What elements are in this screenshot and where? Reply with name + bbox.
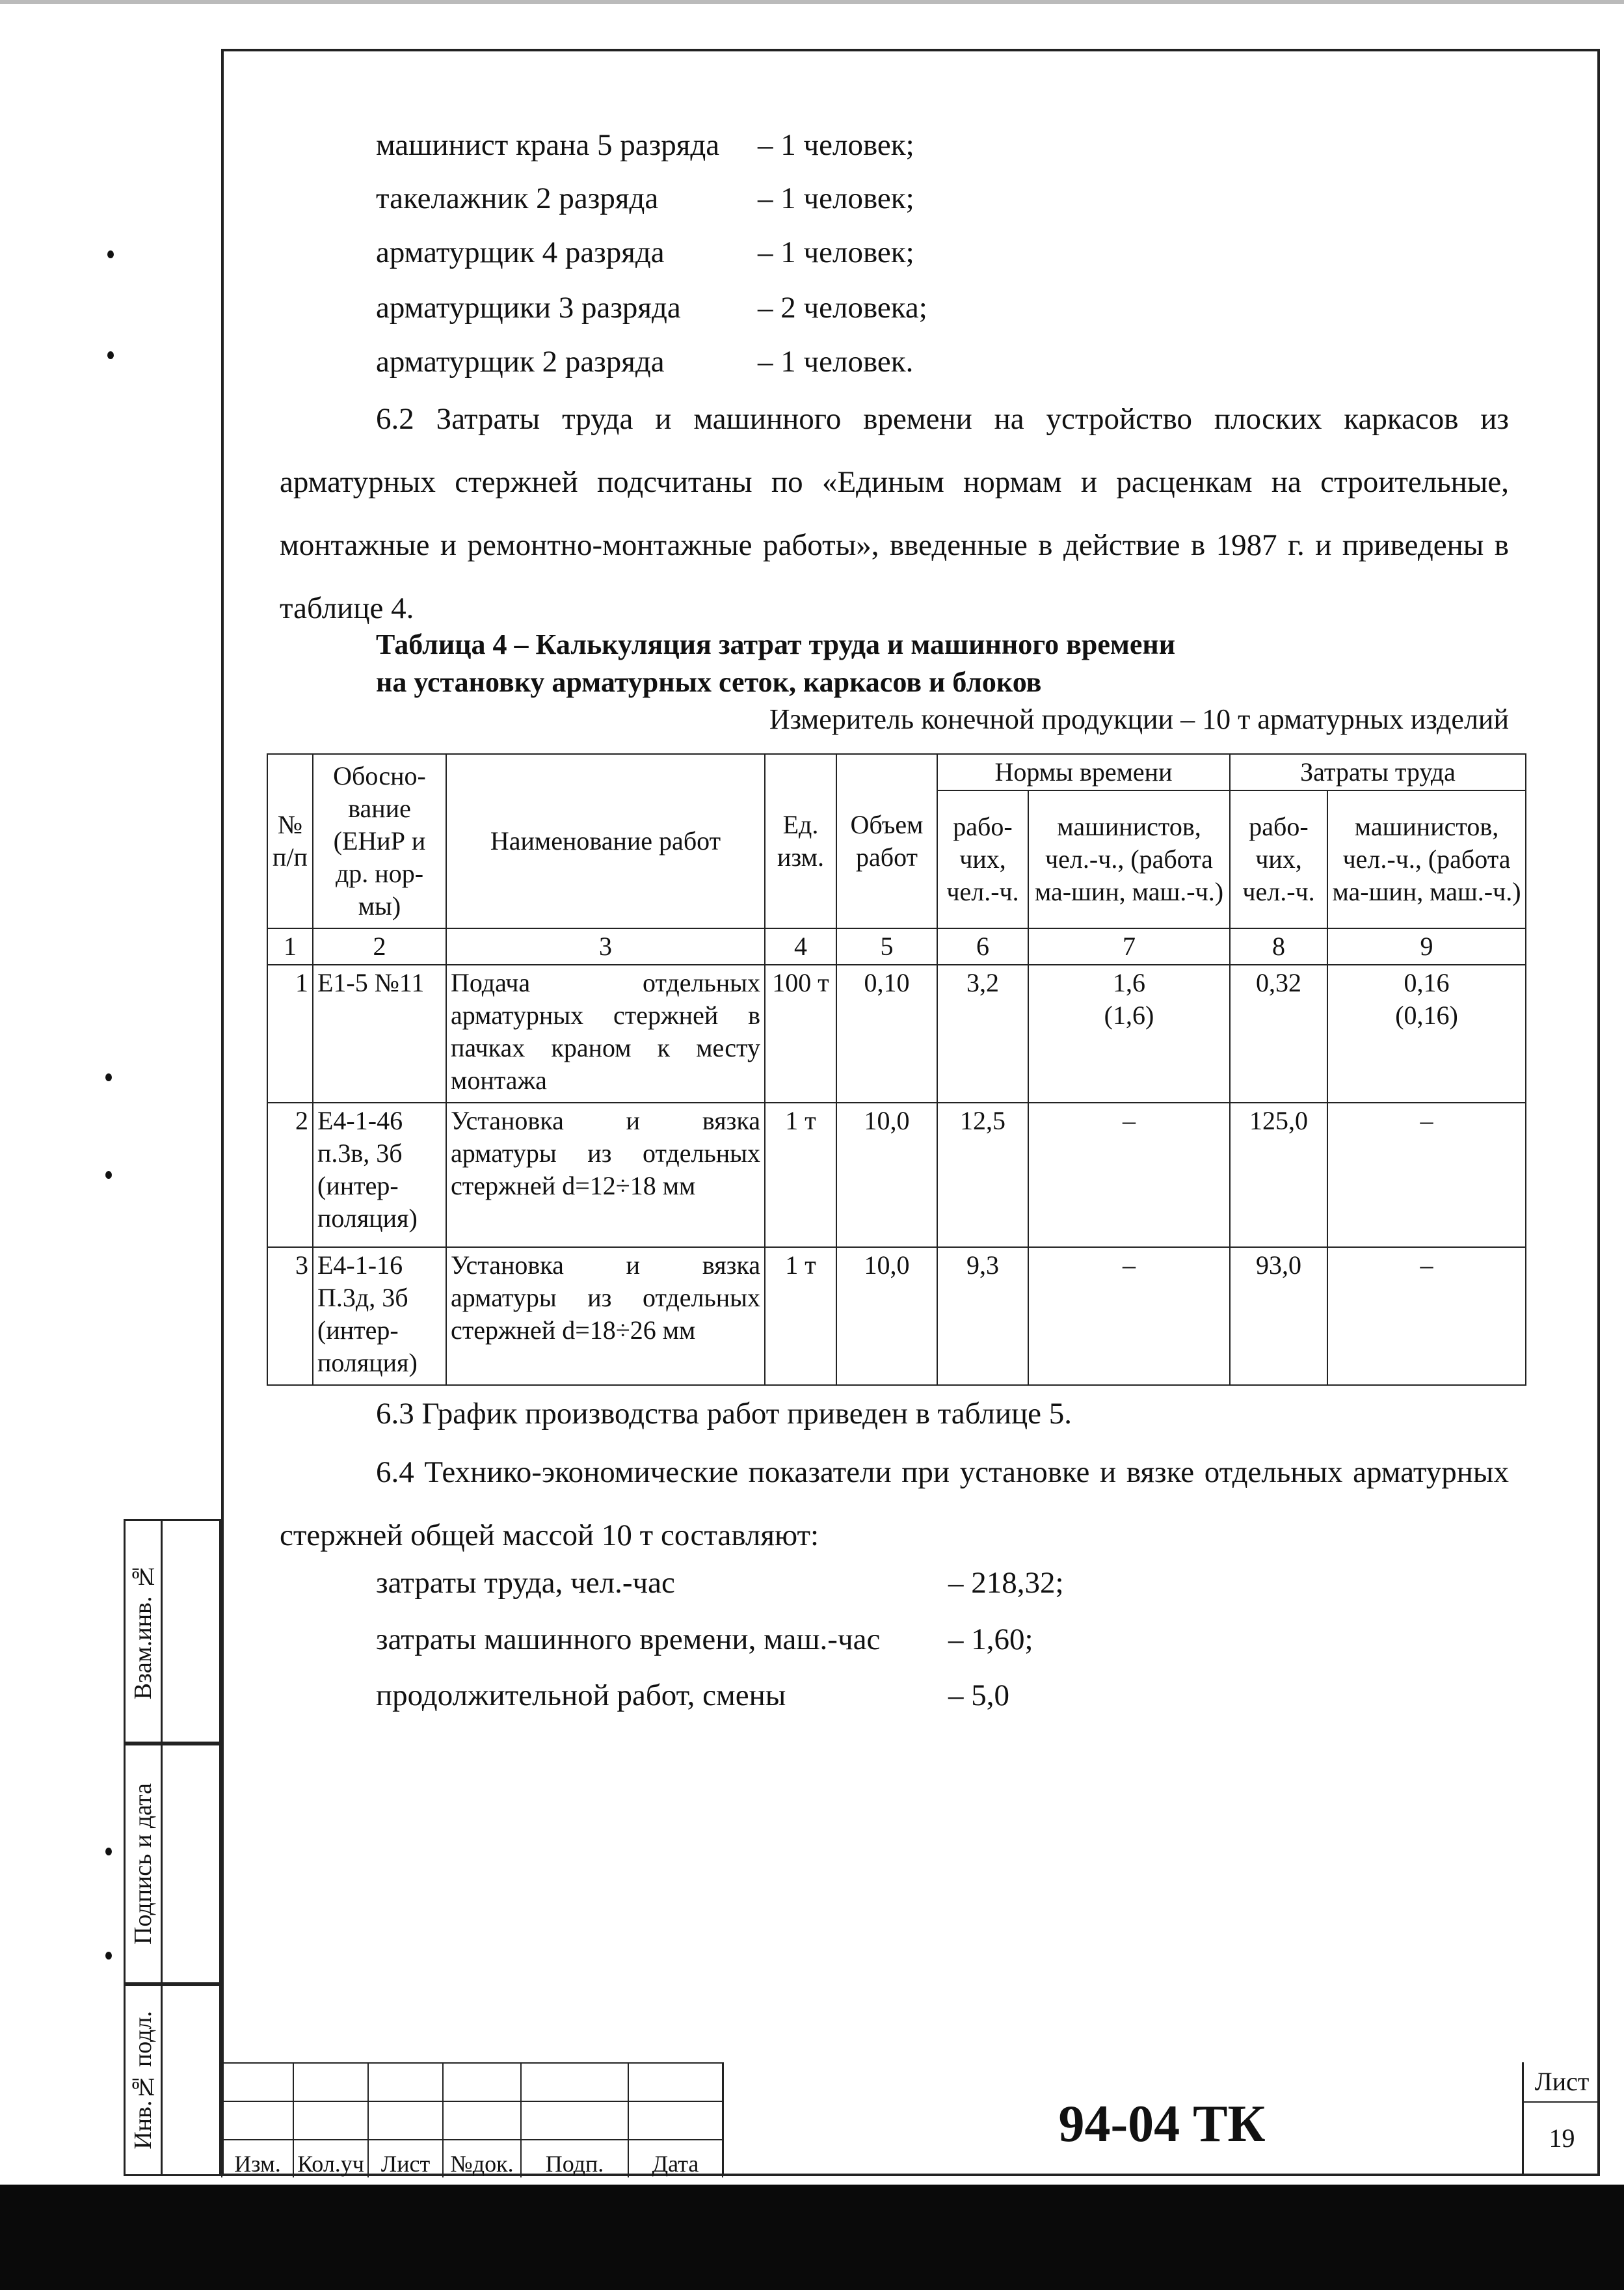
row-cost-machinists: – <box>1327 1103 1526 1247</box>
crew-role: такелажник 2 разряда <box>376 182 659 215</box>
indicator-label: затраты труда, чел.-час <box>376 1566 675 1600</box>
side-replace-inv-label: Взам.инв. № <box>129 1563 157 1700</box>
row-cost-machinists <box>1327 965 1526 1103</box>
side-original-inv-field <box>163 1984 221 2176</box>
sheet-number: 19 <box>1549 2123 1575 2153</box>
row-name: Установка и вязка арматуры из отдельных стержней d=18÷26 мм <box>446 1247 765 1385</box>
document-code-box <box>722 2062 1600 2176</box>
indicator-value: – 5,0 <box>948 1678 1009 1712</box>
header-workers-cost: рабо-чих, чел.-ч. <box>1230 790 1327 928</box>
title-block-grid <box>221 2062 723 2177</box>
row-norm-machines-value: (1,6) <box>1104 1001 1154 1030</box>
table-row <box>267 1247 1526 1385</box>
row-name: Установка и вязка арматуры из отдельных стержней d=12÷18 мм <box>446 1103 765 1247</box>
crew-role: арматурщики 3 разряда <box>376 291 681 325</box>
stamp-col-label: Подп. <box>521 2140 628 2177</box>
row-volume: 10,0 <box>836 1103 937 1247</box>
stamp-col-label: Кол.уч <box>293 2140 368 2177</box>
row-cost-machinists: – <box>1327 1247 1526 1385</box>
crew-role: арматурщик 4 разряда <box>376 236 665 269</box>
col-number: 5 <box>836 928 937 965</box>
scan-speck <box>107 351 114 359</box>
col-number: 6 <box>937 928 1028 965</box>
header-volume: Объем работ <box>836 754 937 928</box>
row-cost-workers: 93,0 <box>1230 1247 1327 1385</box>
row-basis: Е4-1-16 П.3д, 3б (интер-поляция) <box>313 1247 446 1385</box>
row-volume: 0,10 <box>836 965 937 1103</box>
document-code: 94-04 ТК <box>1058 2095 1266 2153</box>
col-number: 4 <box>765 928 836 965</box>
table-row <box>267 1103 1526 1247</box>
header-cost-group: Затраты труда <box>1230 754 1526 790</box>
sheet-label: Лист <box>1524 2062 1600 2103</box>
scan-bottom-edge <box>0 2185 1624 2290</box>
col-number: 2 <box>313 928 446 965</box>
col-number: 9 <box>1327 928 1526 965</box>
row-cost-workers: 0,32 <box>1230 965 1327 1103</box>
row-unit: 1 т <box>765 1103 836 1247</box>
row-num: 3 <box>267 1247 313 1385</box>
row-cost-machines-value: (0,16) <box>1395 1001 1458 1030</box>
scan-speck <box>105 1171 112 1179</box>
row-norm-machinists-value: 1,6 <box>1113 968 1145 997</box>
row-unit: 100 т <box>765 965 836 1103</box>
table-caption-line2: на установку арматурных сеток, каркасов и блоков <box>376 666 1042 698</box>
col-number: 1 <box>267 928 313 965</box>
stamp-col-label: Дата <box>628 2140 723 2177</box>
crew-role: машинист крана 5 разряда <box>376 128 720 162</box>
row-norm-machinists <box>1028 965 1230 1103</box>
scan-speck <box>105 1073 112 1081</box>
paragraph-6-2: 6.2 Затраты труда и машинного времени на устройство плоских каркасов из арматурных стержней подсчитаны по «Единым нормам и расценкам на строительные, монтажные и ремонтно-монтажные работы», введенные в действие в 1987 г. и приведены в таблице 4. <box>280 402 1509 625</box>
side-signature-field <box>163 1744 221 1984</box>
crew-count: – 1 человек; <box>758 182 914 215</box>
indicator-label: продолжительной работ, смены <box>376 1678 786 1712</box>
indicator-value: – 218,32; <box>948 1566 1064 1600</box>
row-norm-machinists: – <box>1028 1103 1230 1247</box>
header-norms-group: Нормы времени <box>937 754 1230 790</box>
scan-speck <box>105 1848 112 1855</box>
sheet-box <box>1522 2062 1600 2176</box>
scan-top-edge <box>0 0 1624 4</box>
side-original-inv-label: Инв.№ подл. <box>129 2011 157 2149</box>
stamp-col-label: Лист <box>368 2140 443 2177</box>
row-unit: 1 т <box>765 1247 836 1385</box>
row-norm-workers: 9,3 <box>937 1247 1028 1385</box>
crew-count: – 1 человек; <box>758 236 914 269</box>
indicator-label: затраты машинного времени, маш.-час <box>376 1623 881 1656</box>
col-number: 8 <box>1230 928 1327 965</box>
header-basis: Обосно-вание (ЕНиР и др. нор-мы) <box>313 754 446 928</box>
header-num: № п/п <box>267 754 313 928</box>
title-block <box>221 2062 1600 2176</box>
side-replace-inv-field <box>163 1519 221 1744</box>
row-name: Подача отдельных арматурных стержней в пачках краном к месту монтажа <box>446 965 765 1103</box>
table-row <box>267 965 1526 1103</box>
side-signature <box>124 1744 163 1984</box>
header-machinists-cost: машинистов, чел.-ч., (работа ма-шин, маш.-ч.) <box>1327 790 1526 928</box>
crew-role: арматурщик 2 разряда <box>376 345 665 379</box>
indicator-value: – 1,60; <box>948 1623 1033 1656</box>
table-meter: Измеритель конечной продукции – 10 т арматурных изделий <box>769 703 1509 735</box>
row-num: 2 <box>267 1103 313 1247</box>
side-replace-inv <box>124 1519 163 1744</box>
paragraph-6-3: 6.3 График производства работ приведен в таблице 5. <box>376 1397 1072 1431</box>
scan-speck <box>105 1952 112 1960</box>
labor-cost-table <box>267 753 1526 1386</box>
row-norm-workers: 3,2 <box>937 965 1028 1103</box>
side-signature-label: Подпись и дата <box>129 1783 157 1945</box>
header-workers: рабо-чих, чел.-ч. <box>937 790 1028 928</box>
stamp-col-label: №док. <box>443 2140 521 2177</box>
row-cost-machinists-value: 0,16 <box>1404 968 1450 997</box>
header-unit: Ед. изм. <box>765 754 836 928</box>
col-number: 7 <box>1028 928 1230 965</box>
row-cost-workers: 125,0 <box>1230 1103 1327 1247</box>
row-num: 1 <box>267 965 313 1103</box>
crew-count: – 1 человек. <box>758 345 914 379</box>
row-norm-machinists: – <box>1028 1247 1230 1385</box>
crew-count: – 1 человек; <box>758 128 914 162</box>
stamp-col-label: Изм. <box>222 2140 293 2177</box>
row-volume: 10,0 <box>836 1247 937 1385</box>
paragraph-6-4: 6.4 Технико-экономические показатели при установке и вязке отдельных арматурных стержней общей массой 10 т составляют: <box>280 1455 1509 1552</box>
col-number: 3 <box>446 928 765 965</box>
header-machinists: машинистов, чел.-ч., (работа ма-шин, маш.-ч.) <box>1028 790 1230 928</box>
row-basis: Е1-5 №11 <box>313 965 446 1103</box>
side-original-inv <box>124 1984 163 2176</box>
table-caption-line1: Таблица 4 – Калькуляция затрат труда и машинного времени <box>376 628 1176 660</box>
scan-speck <box>107 250 114 258</box>
row-basis: Е4-1-46 п.3в, 3б (интер-поляция) <box>313 1103 446 1247</box>
header-name: Наименование работ <box>446 754 765 928</box>
row-norm-workers: 12,5 <box>937 1103 1028 1247</box>
crew-count: – 2 человека; <box>758 291 927 325</box>
